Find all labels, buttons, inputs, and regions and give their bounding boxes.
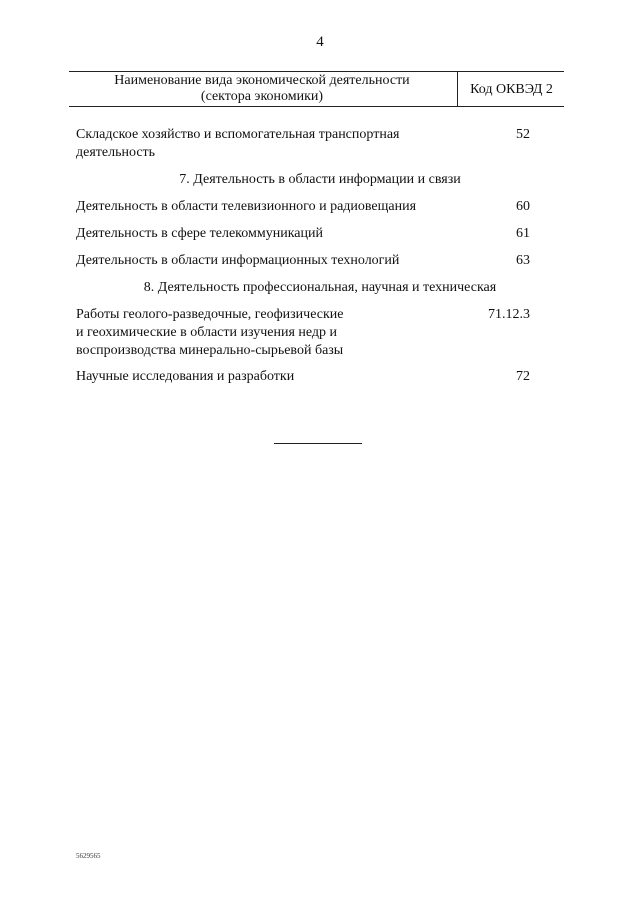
okved-code: 71.12.3 xyxy=(488,307,530,322)
okved-code: 63 xyxy=(516,253,530,268)
end-of-document-rule xyxy=(274,443,362,444)
activity-name: Деятельность в области информационных технологий xyxy=(76,253,400,268)
activity-name: Складское хозяйство и вспомогательная транспортная деятельность xyxy=(76,127,400,160)
header-name-line1: Наименование вида экономической деятельности xyxy=(114,73,410,88)
okved-code: 52 xyxy=(516,127,530,142)
page-number: 4 xyxy=(316,34,324,50)
activity-name: Деятельность в сфере телекоммуникаций xyxy=(76,226,323,241)
header-code-column: Код ОКВЭД 2 xyxy=(470,82,553,97)
header-name-line2: (сектора экономики) xyxy=(200,89,324,104)
section-heading: 7. Деятельность в области информации и связи xyxy=(179,172,461,187)
okved-code: 61 xyxy=(516,226,530,241)
okved-code: 60 xyxy=(516,199,530,214)
activity-name: Деятельность в области телевизионного и радиовещания xyxy=(76,199,417,214)
header-name-column xyxy=(69,73,455,105)
header-column-divider xyxy=(457,72,458,107)
activity-name: Научные исследования и разработки xyxy=(76,369,295,384)
section-heading: 8. Деятельность профессиональная, научная и техническая xyxy=(143,280,497,295)
table-header xyxy=(69,71,564,107)
okved-code: 72 xyxy=(516,369,530,384)
document-id: 5629565 xyxy=(76,852,101,860)
activity-name: Работы геолого-разведочные, геофизические и геохимические в области изучения недр и воспроизводства минерально-сырьевой базы xyxy=(76,307,344,358)
